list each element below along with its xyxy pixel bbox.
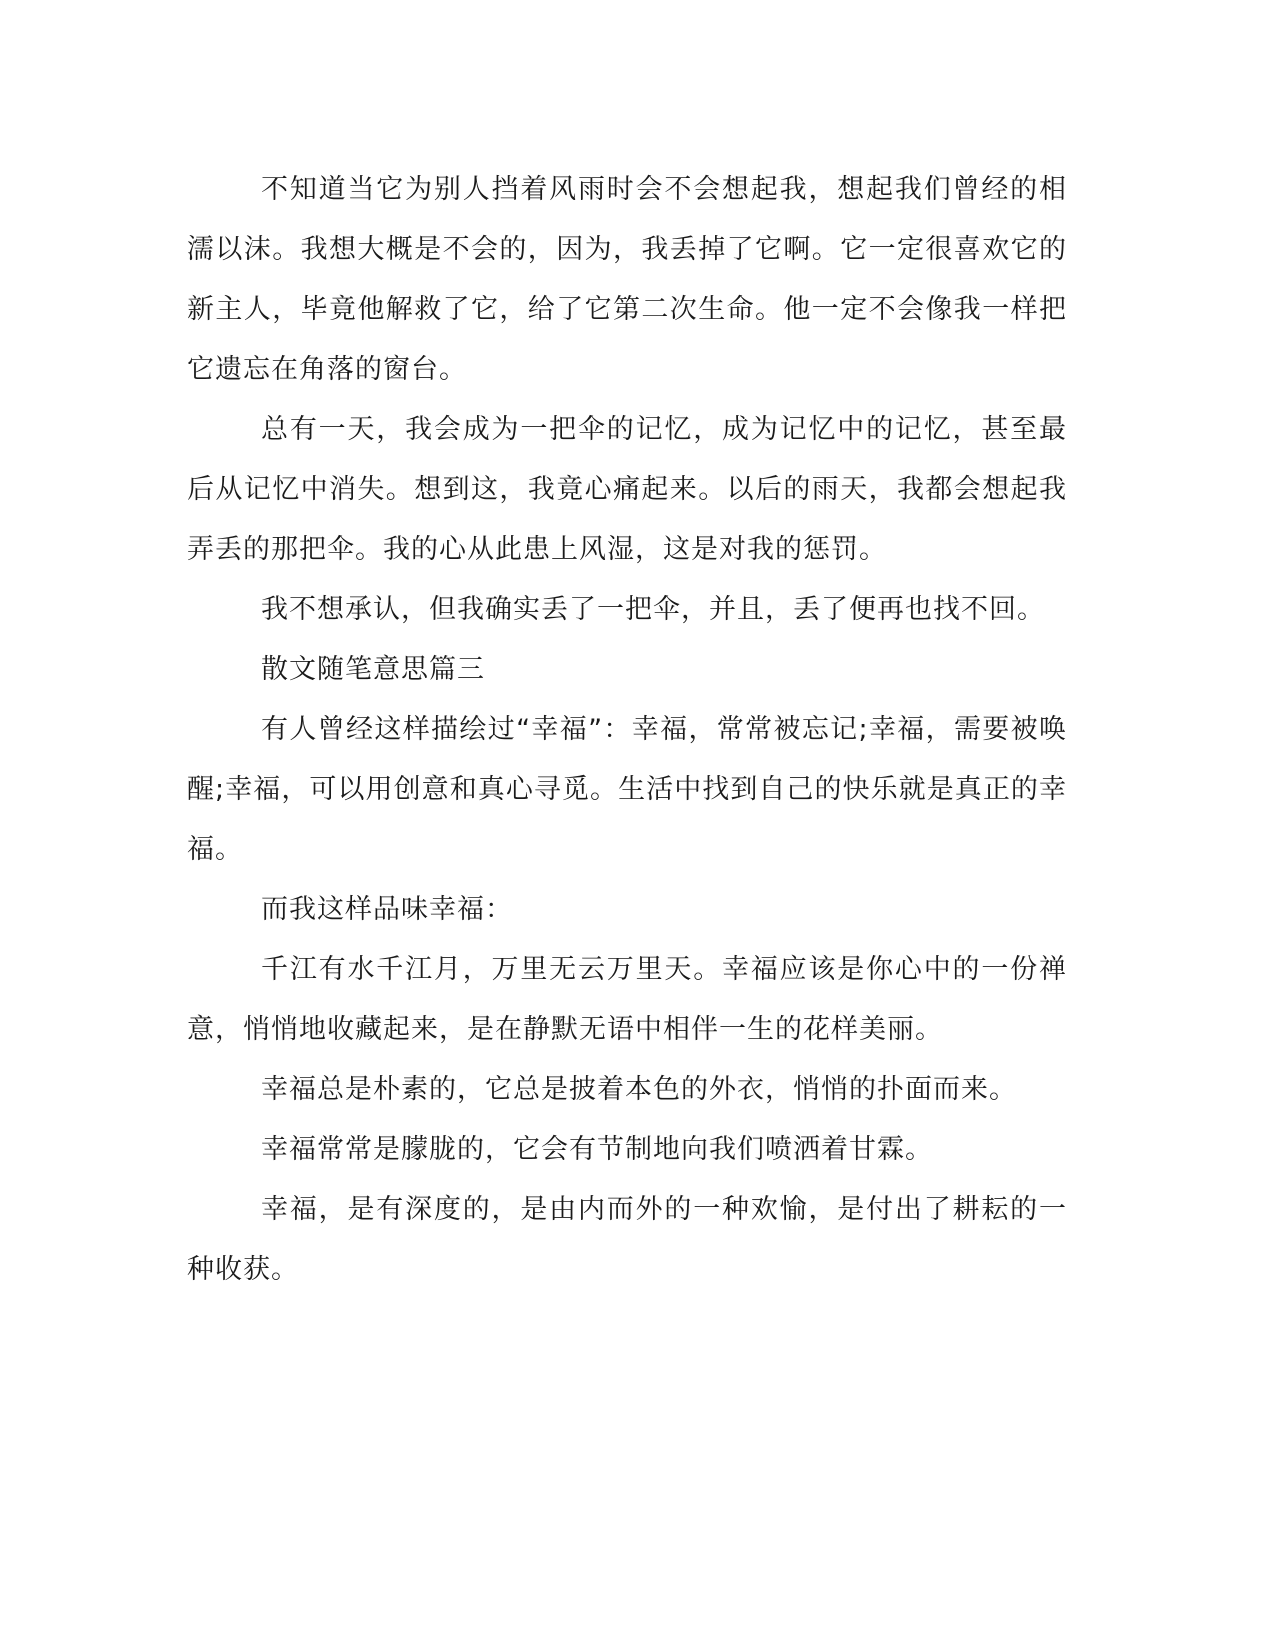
paragraph-happiness-definition: 有人曾经这样描绘过“幸福”：幸福，常常被忘记;幸福，需要被唤醒;幸福，可以用创意和真心寻觅。生活中找到自己的快乐就是真正的幸福。	[187, 714, 1067, 865]
section-heading: 散文随笔意思篇三	[261, 654, 485, 685]
paragraph-umbrella-memory: 不知道当它为别人挡着风雨时会不会想起我，想起我们曾经的相濡以沫。我想大概是不会的，因为，我丢掉了它啊。它一定很喜欢它的新主人，毕竟他解救了它，给了它第二次生命。他一定不会像我一样把它遗忘在角落的窗台。	[187, 174, 1067, 385]
paragraph-savoring-happiness: 而我这样品味幸福：	[261, 894, 513, 925]
document-body	[187, 160, 1067, 1300]
paragraph-someday-forgotten: 总有一天，我会成为一把伞的记忆，成为记忆中的记忆，甚至最后从记忆中消失。想到这，我竟心痛起来。以后的雨天，我都会想起我弄丢的那把伞。我的心从此患上风湿，这是对我的惩罚。	[187, 414, 1067, 565]
paragraph-happiness-hazy: 幸福常常是朦胧的，它会有节制地向我们喷洒着甘霖。	[261, 1134, 933, 1165]
paragraph-happiness-depth: 幸福，是有深度的，是由内而外的一种欢愉，是付出了耕耘的一种收获。	[187, 1194, 1067, 1285]
paragraph-happiness-simple: 幸福总是朴素的，它总是披着本色的外衣，悄悄的扑面而来。	[261, 1074, 1017, 1105]
paragraph-lost-umbrella: 我不想承认，但我确实丢了一把伞，并且，丢了便再也找不回。	[261, 594, 1045, 625]
paragraph-thousand-rivers: 千江有水千江月，万里无云万里天。幸福应该是你心中的一份禅意，悄悄地收藏起来，是在静默无语中相伴一生的花样美丽。	[187, 954, 1067, 1045]
